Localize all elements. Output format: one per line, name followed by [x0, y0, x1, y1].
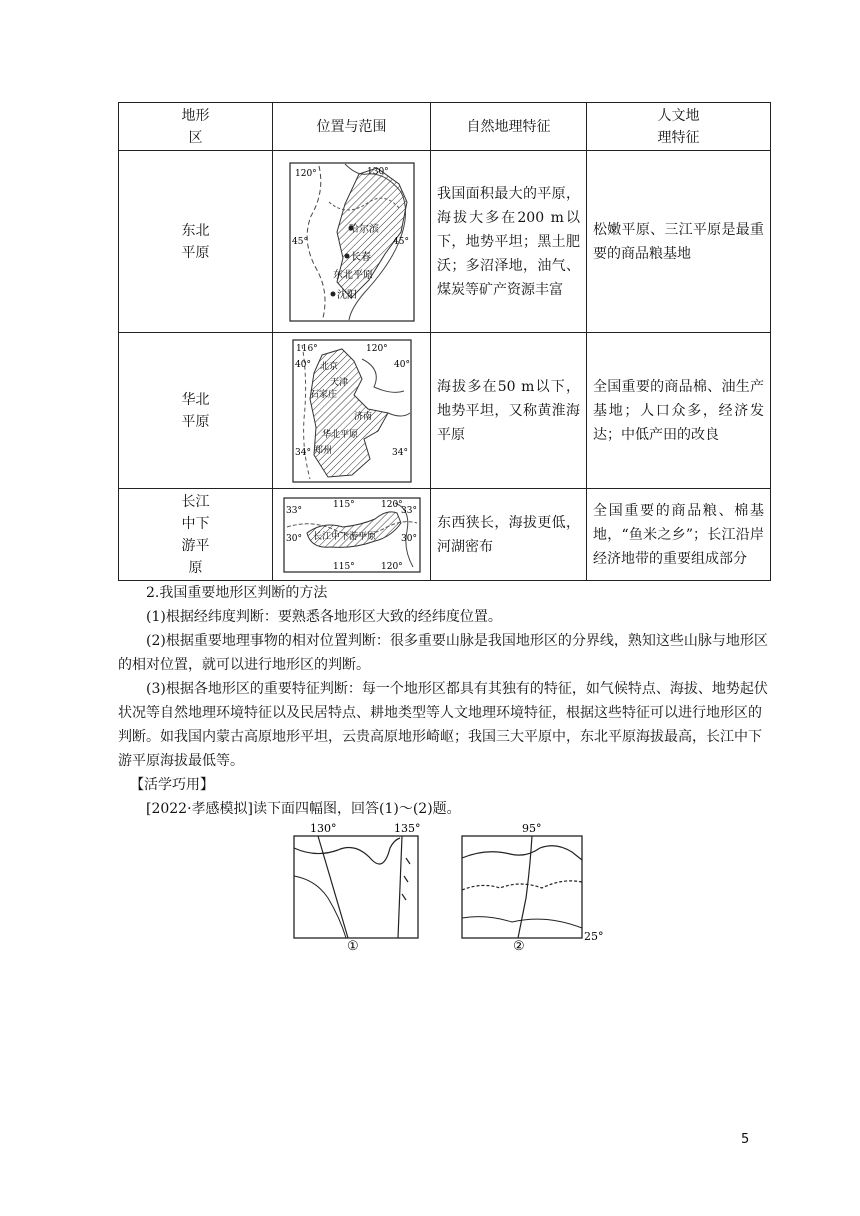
plain-label: 华北平原 [321, 429, 358, 440]
natural-northeast [431, 151, 587, 333]
lon-bottom-right: 120° [380, 561, 403, 572]
natural-northchina [431, 333, 587, 489]
figure-1-label: ① [347, 939, 359, 954]
city-shijiazhuang: 石家庄 [309, 389, 337, 400]
lon-bottom-left: 115° [332, 561, 355, 572]
human-northchina-text: 全国重要的商品棉、油生产基地；人口众多，经济发达；中低产田的改良 [593, 378, 764, 443]
natural-northeast-text: 我国面积最大的平原，海拔大多在200 m以下，地势平坦；黑土肥沃；多沼泽地，油气、煤炭等矿产资源丰富 [437, 185, 580, 298]
lon-left-label: 116° [295, 343, 318, 354]
lat-left-label: 45° [291, 236, 308, 247]
header-landform-text: 地形 区 [181, 107, 210, 146]
city-beijing: 北京 [319, 361, 338, 372]
human-yangtze-text: 全国重要的商品粮、棉基地，“鱼米之乡”；长江沿岸经济地带的重要组成部分 [593, 502, 764, 567]
section-heading: 2.我国重要地形区判断的方法 [146, 585, 328, 601]
row-name-northeast-text: 东北 平原 [181, 222, 210, 261]
human-northchina [587, 333, 771, 489]
figure-1 [294, 822, 421, 954]
method-1: (1)根据经纬度判断：要熟悉各地形区大致的经纬度位置。 [146, 609, 502, 625]
human-northeast [587, 151, 771, 333]
header-location [273, 103, 431, 151]
header-natural [431, 103, 587, 151]
lat-left-top: 33° [285, 505, 302, 516]
header-human-text: 人文地 理特征 [657, 107, 700, 146]
city-changchun: 长春 [350, 251, 371, 263]
map-cell-yangtze [273, 489, 431, 581]
table-header-row [119, 103, 771, 151]
method-3: (3)根据各地形区的重要特征判断：每一个地形区都具有其独有的特征，如气候特点、海拔、地势起伏状况等自然地理环境特征以及民居特点、耕地类型等人文地理环境特征，根据这些特征可以进行地形区的判断。如我国内蒙古高原地形平坦，云贵高原地形崎岖；我国三大平原中，东北平原海拔最高，长江中下游平原海拔最低等。 [118, 681, 768, 769]
question-figures [286, 818, 612, 954]
lon-left-label: 120° [294, 168, 317, 179]
natural-yangtze [431, 489, 587, 581]
header-human [587, 103, 771, 151]
row-name-northeast [119, 151, 273, 333]
figure-2-label: ② [513, 939, 525, 954]
figure-2-lat: 25° [584, 930, 604, 943]
lon-right-label: 120° [365, 343, 388, 354]
city-harbin: 哈尔滨 [348, 223, 379, 235]
yangtze-plain-map [283, 497, 421, 573]
figure-1-lon-right: 135° [394, 822, 421, 835]
header-location-text: 位置与范围 [316, 118, 387, 135]
lat-bottom-right-label: 34° [391, 447, 408, 458]
lon-top-left: 115° [332, 499, 355, 510]
city-dot [344, 253, 349, 258]
plain-label: 东北平原 [332, 269, 373, 281]
map-cell-northeast [273, 151, 431, 333]
practice-title: 【活学巧用】 [130, 777, 214, 793]
natural-yangtze-text: 东西狭长，海拔更低，河湖密布 [437, 514, 580, 555]
landform-table [118, 102, 771, 581]
table-row-northchina [119, 333, 771, 489]
row-name-northchina [119, 333, 273, 489]
table-row-northeast [119, 151, 771, 333]
lat-top-left-label: 40° [294, 359, 311, 370]
lon-top-right: 120° [380, 499, 403, 510]
lat-right-top: 33° [400, 505, 417, 516]
figure-2 [462, 822, 604, 954]
plain-label: 长江中下游平原 [312, 531, 376, 542]
northchina-plain-map [292, 339, 412, 483]
human-yangtze [587, 489, 771, 581]
row-name-northchina-text: 华北 平原 [181, 391, 210, 430]
row-name-yangtze-text: 长江 中下 游平 原 [181, 493, 210, 576]
method-2: (2)根据重要地理事物的相对位置判断：很多重要山脉是我国地形区的分界线，熟知这些山脉与地形区的相对位置，就可以进行地形区的判断。 [118, 633, 768, 673]
lat-top-right-label: 40° [393, 359, 410, 370]
figure-1-lon-left: 130° [310, 822, 337, 835]
header-landform [119, 103, 273, 151]
header-natural-text: 自然地理特征 [466, 118, 551, 135]
figure-2-lon: 95° [522, 822, 542, 835]
lat-right-bottom: 30° [400, 533, 417, 544]
city-jinan: 济南 [353, 411, 372, 422]
city-zhengzhou: 郑州 [313, 445, 332, 456]
lat-right-label: 45° [392, 236, 409, 247]
lon-label: 130° [366, 166, 389, 177]
natural-northchina-text: 海拔多在50 m以下，地势平坦，又称黄淮海平原 [437, 378, 580, 443]
map-cell-northchina [273, 333, 431, 489]
city-dot [330, 291, 335, 296]
lat-left-bottom: 30° [285, 533, 302, 544]
row-name-yangtze [119, 489, 273, 581]
page-number: 5 [741, 1132, 750, 1147]
human-northeast-text: 松嫩平原、三江平原是最重要的商品粮基地 [593, 221, 764, 262]
city-shenyang: 沈阳 [336, 289, 357, 301]
practice-question: [2022·孝感模拟]读下面四幅图，回答(1)～(2)题。 [146, 801, 461, 817]
lat-bottom-left-label: 34° [294, 447, 311, 458]
northeast-plain-map [289, 162, 415, 322]
city-tianjin: 天津 [329, 377, 348, 388]
table-row-yangtze [119, 489, 771, 581]
